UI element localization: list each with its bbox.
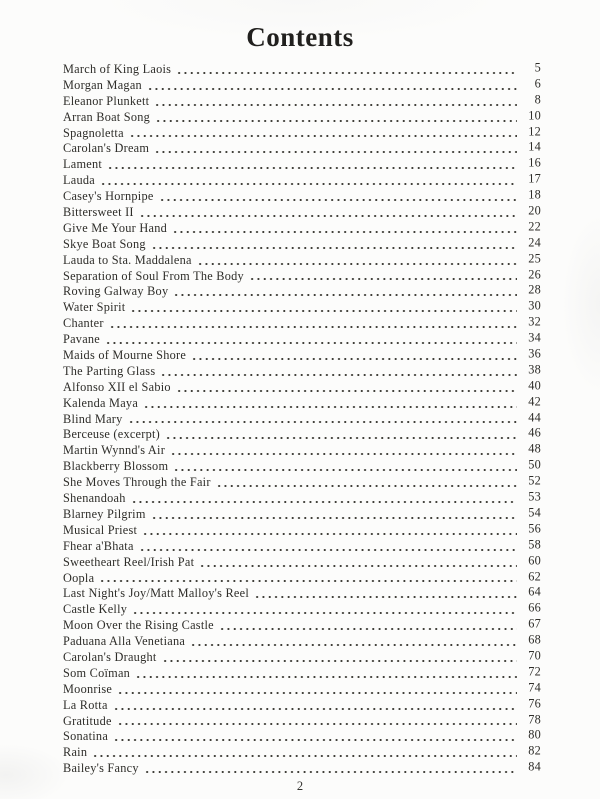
toc-row	[63, 443, 541, 459]
toc-entry-title: Blackberry Blossom	[63, 459, 169, 474]
page-title: Contents	[246, 22, 354, 52]
toc-entry-title: La Rotta	[63, 697, 108, 712]
dot-leader	[143, 396, 517, 412]
toc-entry-page-number: 30	[528, 298, 541, 313]
toc-row	[63, 189, 541, 205]
toc-entry-page-number: 68	[528, 632, 541, 647]
toc-entry-page-number: 78	[528, 712, 541, 727]
toc-entry-title: March of King Laois	[63, 62, 172, 76]
toc-entry-title: Kalenda Maya	[63, 395, 139, 410]
toc-entry-title: Musical Priest	[63, 522, 138, 537]
toc-entry-title: Shenandoah	[63, 491, 126, 506]
toc-entry-title: Carolan's Dream	[63, 141, 150, 156]
dot-leader	[160, 364, 517, 380]
toc-entry-page-number: 18	[528, 187, 541, 202]
toc-entry-title: Moon Over the Rising Castle	[63, 618, 214, 633]
toc-entry-title: Bailey's Fancy	[63, 761, 139, 776]
dot-leader	[142, 523, 517, 539]
toc-entry-title: Roving Galway Boy	[63, 284, 169, 299]
toc-entry-title: Casey's Hornpipe	[63, 189, 154, 204]
toc-entry-page-number: 5	[534, 60, 541, 75]
toc-entry-title: Moonrise	[63, 681, 113, 696]
toc-entry-page-number: 67	[528, 616, 541, 631]
toc-entry-title: Alfonso XII el Sabio	[63, 379, 171, 394]
toc-entry-title: Lament	[63, 157, 103, 172]
toc-row	[63, 348, 541, 364]
toc-row	[63, 507, 541, 523]
toc-entry-page-number: 17	[528, 171, 541, 186]
dot-leader	[173, 459, 517, 475]
toc-row	[63, 714, 541, 730]
toc-row	[63, 126, 541, 142]
toc-entry-page-number: 46	[528, 425, 541, 440]
toc-entry-page-number: 54	[528, 505, 541, 520]
toc-entry-title: Martin Wynnd's Air	[63, 443, 166, 458]
dot-leader	[219, 618, 517, 634]
dot-leader	[135, 666, 517, 682]
dot-leader	[151, 237, 517, 253]
toc-entry-page-number: 72	[528, 664, 541, 679]
toc-entry-title: She Moves Through the Fair	[63, 475, 211, 490]
dot-leader	[165, 427, 517, 443]
toc-entry-title: Rain	[63, 745, 88, 760]
toc-entry-title: Water Spirit	[63, 300, 126, 315]
toc-entry-page-number: 12	[528, 124, 541, 139]
toc-entry-page-number: 34	[528, 330, 541, 345]
dot-leader	[173, 284, 517, 300]
toc-entry-page-number: 74	[528, 680, 541, 695]
toc-entry-page-number: 56	[528, 521, 541, 536]
toc-row	[63, 459, 541, 475]
toc-row	[63, 618, 541, 634]
footer-page-number: 2	[296, 779, 304, 793]
toc-row	[63, 78, 541, 94]
toc-row	[63, 666, 541, 682]
dot-leader	[109, 316, 517, 332]
toc-entry-page-number: 25	[528, 251, 541, 266]
toc-entry-title: Carolan's Draught	[63, 649, 157, 664]
dot-leader	[131, 491, 517, 507]
dot-leader	[249, 269, 517, 285]
toc-row	[63, 698, 541, 714]
toc-row	[63, 555, 541, 571]
toc-entry-title: The Parting Glass	[63, 363, 156, 378]
dot-leader	[147, 78, 517, 94]
toc-row	[63, 62, 541, 78]
toc-entry-page-number: 60	[528, 553, 541, 568]
toc-row	[63, 237, 541, 253]
dot-leader	[92, 745, 517, 761]
toc-entry-title: Last Night's Joy/Matt Malloy's Reel	[63, 586, 250, 601]
toc-entry-title: Berceuse (excerpt)	[63, 427, 161, 442]
toc-row	[63, 221, 541, 237]
dot-leader	[100, 173, 517, 189]
toc-entry-title: Castle Kelly	[63, 602, 128, 617]
toc-entry-title: Skye Boat Song	[63, 236, 146, 251]
dot-leader	[176, 380, 517, 396]
dot-leader	[216, 475, 517, 491]
toc-row	[63, 539, 541, 555]
toc-entry-page-number: 22	[528, 219, 541, 234]
dot-leader	[199, 555, 517, 571]
toc-list	[0, 62, 600, 777]
toc-row	[63, 110, 541, 126]
dot-leader	[128, 412, 517, 428]
toc-row	[63, 761, 541, 777]
toc-row	[63, 364, 541, 380]
toc-row	[63, 316, 541, 332]
toc-entry-title: Gratitude	[63, 713, 112, 728]
toc-row	[63, 396, 541, 412]
toc-entry-page-number: 58	[528, 537, 541, 552]
toc-entry-page-number: 44	[528, 410, 541, 425]
toc-entry-title: Separation of Soul From The Body	[63, 268, 244, 283]
toc-row	[63, 205, 541, 221]
toc-row	[63, 173, 541, 189]
toc-entry-title: Oopla	[63, 570, 95, 585]
toc-entry-title: Lauda to Sta. Maddalena	[63, 252, 192, 267]
toc-entry-page-number: 14	[528, 139, 541, 154]
toc-entry-page-number: 26	[528, 267, 541, 282]
dot-leader	[117, 714, 517, 730]
toc-entry-page-number: 50	[528, 457, 541, 472]
toc-entry-page-number: 48	[528, 441, 541, 456]
toc-entry-page-number: 20	[528, 203, 541, 218]
toc-row	[63, 682, 541, 698]
toc-entry-page-number: 28	[528, 282, 541, 297]
toc-entry-title: Pavane	[63, 332, 101, 347]
toc-entry-page-number: 10	[528, 108, 541, 123]
toc-entry-title: Give Me Your Hand	[63, 220, 167, 235]
dot-leader	[130, 300, 517, 316]
toc-row	[63, 141, 541, 157]
toc-row	[63, 745, 541, 761]
dot-leader	[99, 571, 517, 587]
toc-row	[63, 475, 541, 491]
dot-leader	[132, 602, 517, 618]
toc-entry-page-number: 52	[528, 473, 541, 488]
toc-row	[63, 253, 541, 269]
dot-leader	[117, 682, 517, 698]
dot-leader	[155, 110, 517, 126]
toc-entry-page-number: 40	[528, 378, 541, 393]
dot-leader	[129, 126, 517, 142]
dot-leader	[139, 205, 517, 221]
dot-leader	[190, 634, 517, 650]
dot-leader	[159, 189, 517, 205]
toc-entry-page-number: 53	[528, 489, 541, 504]
toc-entry-page-number: 36	[528, 346, 541, 361]
toc-entry-title: Sonatina	[63, 729, 109, 744]
toc-entry-page-number: 80	[528, 727, 541, 742]
toc-entry-title: Chanter	[63, 316, 104, 331]
toc-entry-page-number: 66	[528, 600, 541, 615]
toc-entry-title: Fhear a'Bhata	[63, 538, 134, 553]
toc-row	[63, 412, 541, 428]
toc-row	[63, 586, 541, 602]
dot-leader	[154, 141, 517, 157]
toc-entry-title: Eleanor Plunkett	[63, 93, 150, 108]
dot-leader	[170, 443, 517, 459]
dot-leader	[176, 62, 517, 78]
toc-entry-page-number: 62	[528, 569, 541, 583]
toc-entry-title: Maids of Mourne Shore	[63, 348, 187, 363]
toc-row	[63, 491, 541, 507]
dot-leader	[162, 650, 517, 666]
toc-entry-title: Arran Boat Song	[63, 109, 151, 124]
toc-entry-page-number: 82	[528, 743, 541, 758]
dot-leader	[139, 539, 517, 555]
dot-leader	[113, 698, 517, 714]
toc-row	[63, 332, 541, 348]
toc-entry-title: Bittersweet II	[63, 205, 134, 220]
dot-leader	[144, 761, 517, 777]
toc-entry-title: Morgan Magan	[63, 77, 142, 92]
toc-entry-page-number: 70	[528, 648, 541, 663]
toc-row	[63, 427, 541, 443]
toc-entry-title: Spagnoletta	[63, 125, 124, 140]
toc-row	[63, 571, 541, 587]
toc-row	[63, 269, 541, 285]
toc-entry-title: Blarney Pilgrim	[63, 506, 146, 521]
toc-entry-title: Lauda	[63, 173, 95, 188]
dot-leader	[107, 157, 517, 173]
dot-leader	[254, 586, 517, 602]
toc-entry-page-number: 8	[534, 92, 541, 107]
dot-leader	[197, 253, 517, 269]
dot-leader	[105, 332, 517, 348]
dot-leader	[172, 221, 517, 237]
toc-entry-page-number: 84	[528, 759, 541, 774]
toc-entry-page-number: 76	[528, 696, 541, 711]
toc-entry-title: Sweetheart Reel/Irish Pat	[63, 554, 195, 569]
dot-leader	[151, 507, 517, 523]
toc-entry-title: Blind Mary	[63, 411, 123, 426]
dot-leader	[191, 348, 517, 364]
toc-row	[63, 380, 541, 396]
toc-entry-page-number: 64	[528, 584, 541, 599]
toc-entry-page-number: 24	[528, 235, 541, 250]
toc-row	[63, 602, 541, 618]
toc-entry-title: Paduana Alla Venetiana	[63, 634, 186, 649]
toc-entry-page-number: 16	[528, 155, 541, 170]
toc-row	[63, 650, 541, 666]
toc-row	[63, 634, 541, 650]
toc-row	[63, 300, 541, 316]
toc-row	[63, 523, 541, 539]
toc-entry-page-number: 38	[528, 362, 541, 377]
toc-entry-page-number: 6	[534, 76, 541, 91]
dot-leader	[113, 729, 517, 745]
toc-row	[63, 94, 541, 110]
toc-row	[63, 157, 541, 173]
toc-entry-page-number: 32	[528, 314, 541, 329]
toc-row	[63, 284, 541, 300]
toc-row	[63, 729, 541, 745]
toc-entry-page-number: 42	[528, 394, 541, 409]
dot-leader	[154, 94, 517, 110]
toc-entry-title: Som Coïman	[63, 665, 131, 680]
